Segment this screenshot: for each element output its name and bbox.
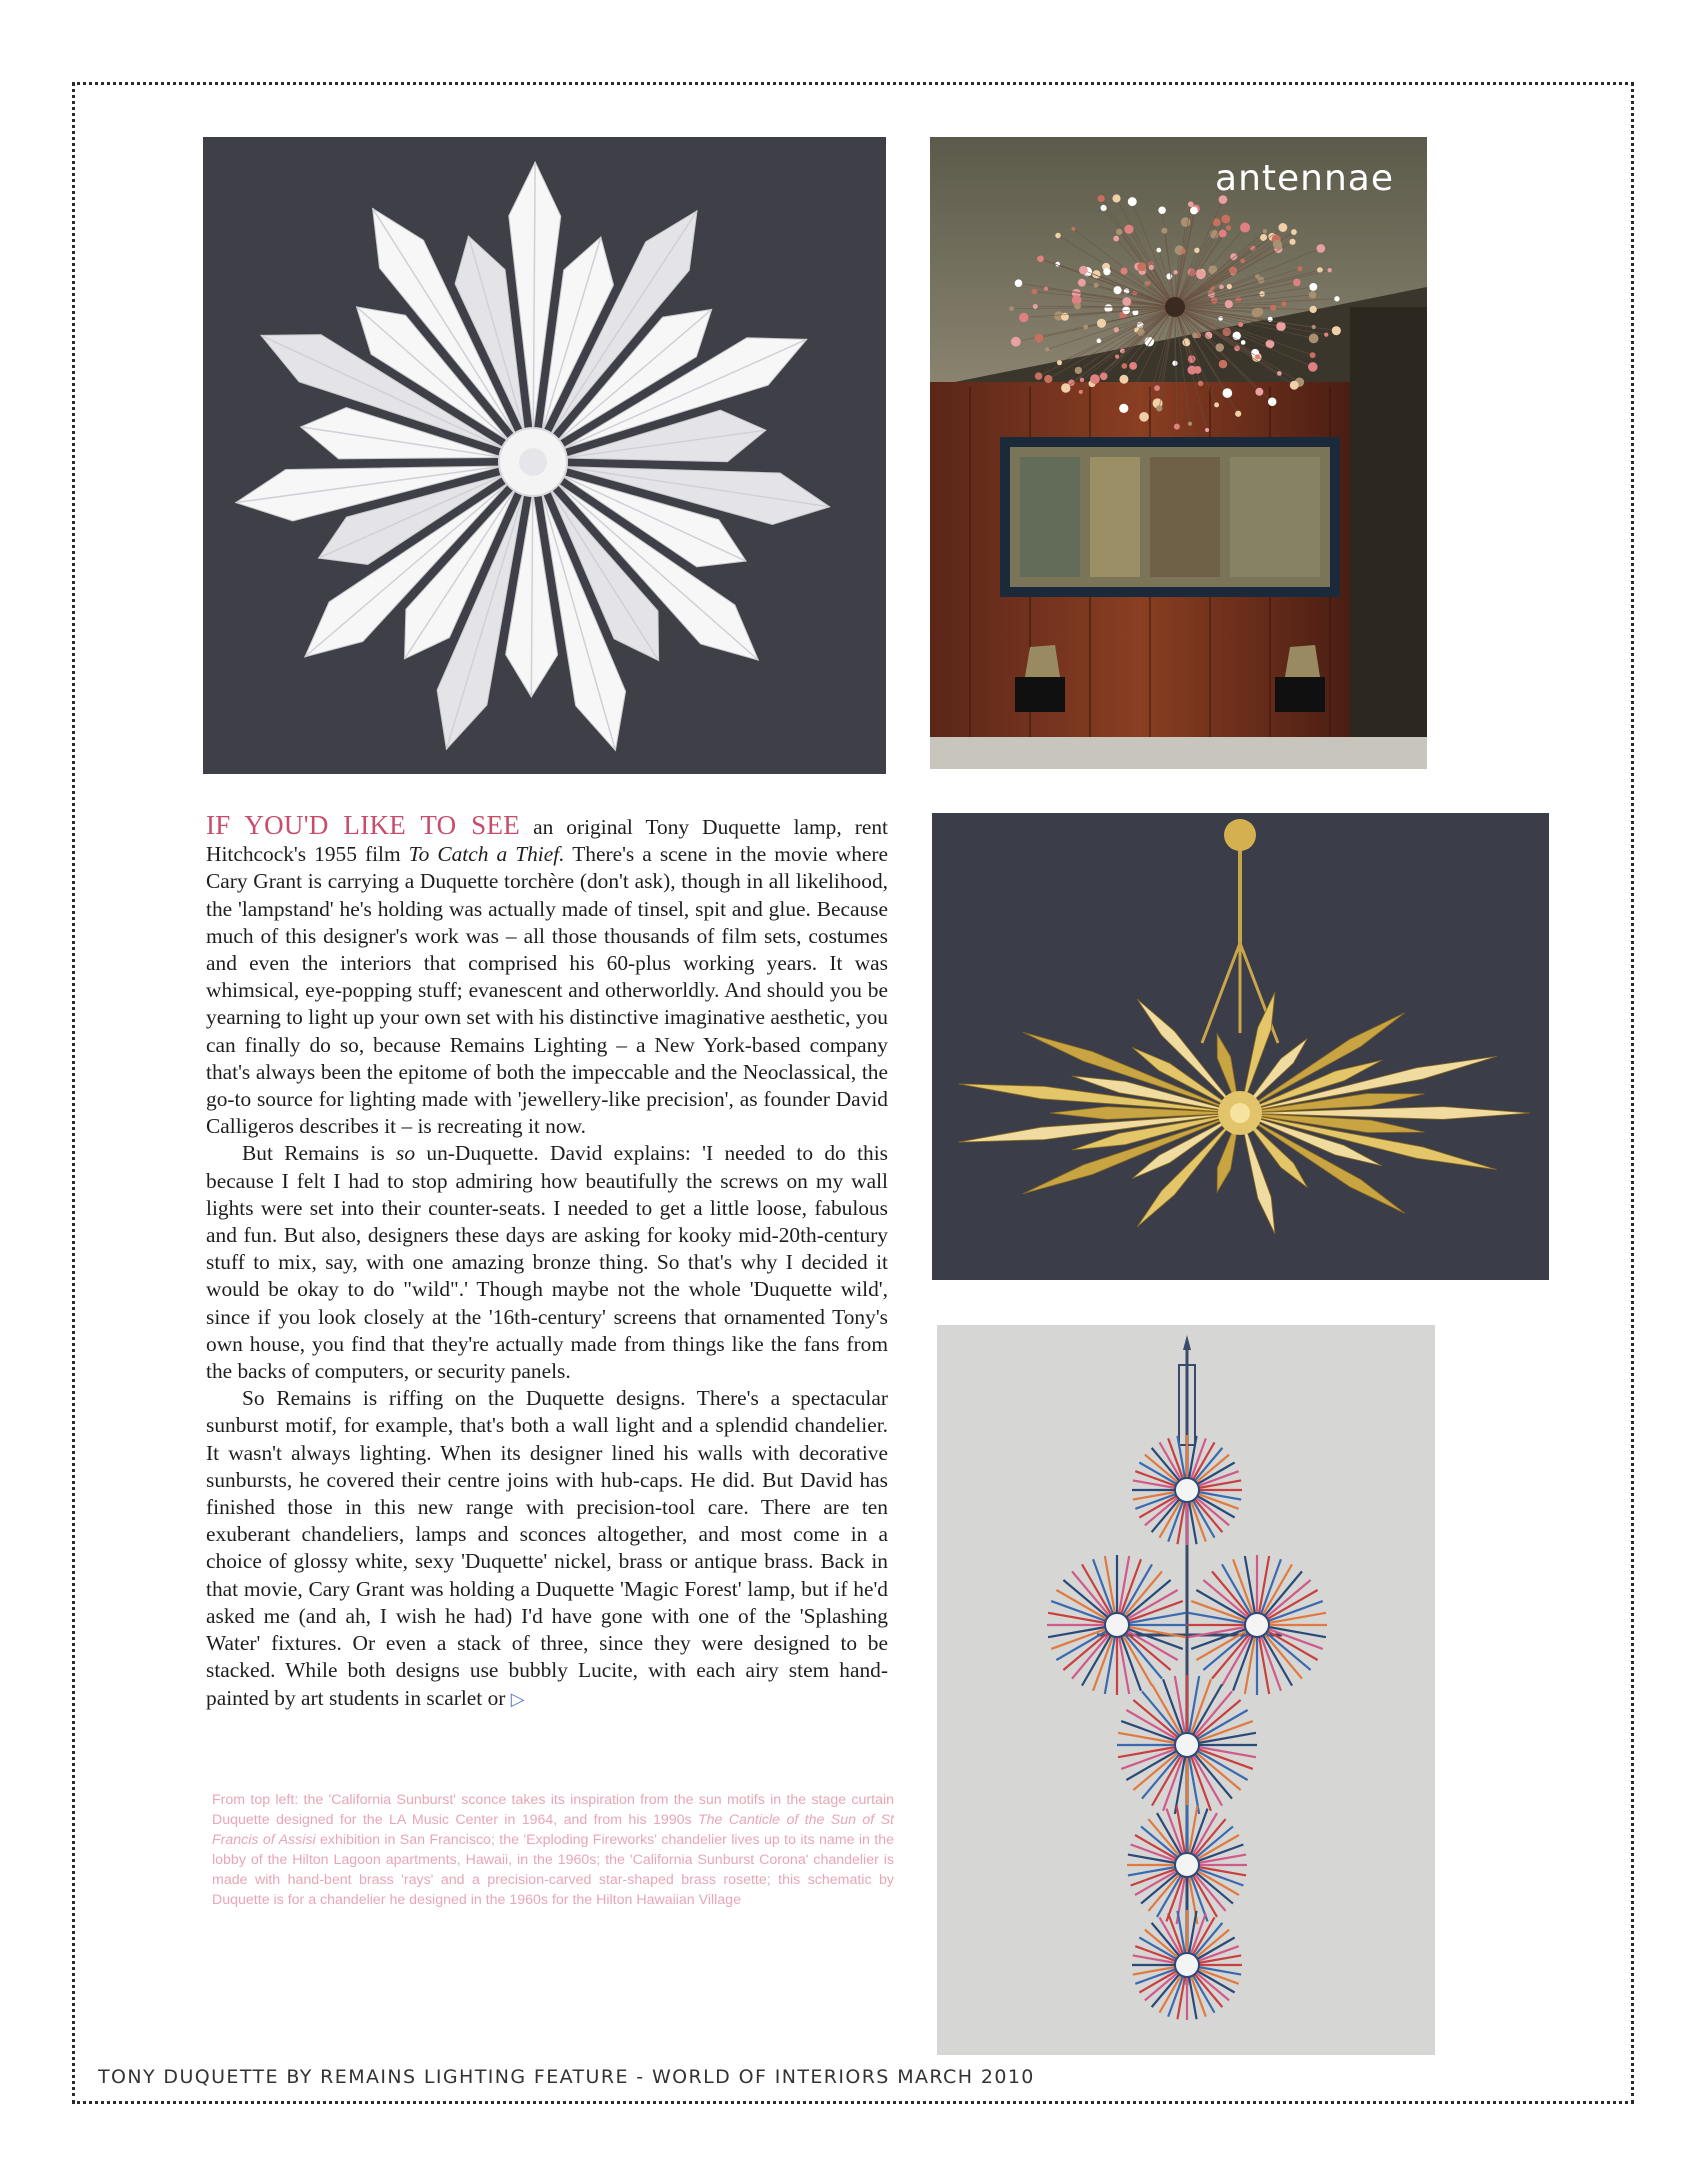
schematic-image bbox=[937, 1325, 1435, 2055]
article-body bbox=[206, 812, 888, 1713]
section-label: antennae bbox=[1215, 158, 1394, 199]
page-footer: TONY DUQUETTE BY REMAINS LIGHTING FEATURE - WORLD OF INTERIORS MARCH 2010 bbox=[98, 2066, 1035, 2088]
film-title: To Catch a Thief. bbox=[408, 842, 565, 867]
article-p2-b: un-Duquette. David explains: 'I needed to do this because I felt I had to stop admiring how beautifully the screws on my wall lights were set into their counter-seats. I needed to get a little loose, fabulous and fun. But also, designers these days are asking for kooky mid-20th-century stuff to mix, say, with one amazing bronze thing. So that's why I decided it would be okay to do "wild".' Though maybe not the whole 'Duquette wild', since if you look closely at the '16th-century' screens that ornamented Tony's own house, you find that they're actually made from things like the fans from the backs of computers, or security panels. bbox=[206, 1141, 888, 1384]
duquette-schematic-photo bbox=[937, 1325, 1435, 2055]
sunburst-sconce-image bbox=[203, 137, 886, 774]
sunburst-corona-chandelier-photo bbox=[932, 813, 1549, 1280]
sunburst-sconce-photo bbox=[203, 137, 886, 774]
article-p2-emphasis: so bbox=[396, 1141, 416, 1166]
article-p3: So Remains is riffing on the Duquette designs. There's a spectacular sunburst motif, for example, that's both a wall light and a splendid chandelier. It wasn't always lighting. When its designer lined his walls with decorative sunbursts, he covered their centre joins with hub-caps. He did. But David has finished those in this new range with precision-tool care. There are ten exuberant chandeliers, lamps and sconces altogether, and most come in a choice of glossy white, sexy 'Duquette' nickel, brass or antique brass. Back in that movie, Cary Grant was holding a Duquette 'Magic Forest' lamp, but if he'd asked me (and ah, I wish he had) I'd have gone with one of the 'Splashing Water' fixtures. Or even a stack of three, since they were designed to be stacked. While both designs use bubbly Lucite, with each airy stem hand-painted by art students in scarlet or bbox=[206, 1386, 888, 1710]
fireworks-chandelier-photo bbox=[930, 137, 1427, 769]
article-p1-b: There's a scene in the movie where Cary Grant is carrying a Duquette torchère (don't ask), though in all likelihood, the 'lampstand' he's holding was actually made of tinsel, spit and glue. Because much of this designer's work was – all those thousands of film sets, costumes and even the interiors that comprised his 60-plus working years. It was whimsical, eye-popping stuff; evanescent and otherworldly. And should you be yearning to light up your own set with his distinctive imaginative aesthetic, you can finally do so, because Remains Lighting – a New York-based company that's always been the epitome of both the impeccable and the Neoclassical, the go-to source for lighting made with 'jewellery-like precision', as founder David Calligeros describes it – is recreating it now. bbox=[206, 842, 888, 1139]
brass-chandelier-image bbox=[932, 813, 1549, 1280]
article-paragraph-3 bbox=[206, 1385, 888, 1712]
caption-part-2: exhibition in San Francisco; the 'Exploding Fireworks' chandelier lives up to its name in the lobby of the Hilton Lagoon apartments, Hawaii, in the 1960s; the 'California Sunburst Corona' chandelier is made with hand-bent brass 'rays' and a precision-carved star-shaped brass rosette; this schematic by Duquette is for a chandelier he designed in the 1960s for the Hilton Hawaiian Village bbox=[212, 1832, 894, 1908]
photo-caption bbox=[212, 1790, 894, 1910]
article-paragraph-1 bbox=[206, 812, 888, 1140]
continue-arrow-icon: ▷ bbox=[510, 1688, 525, 1710]
caption-part-1: From top left: the 'California Sunburst' sconce takes its inspiration from the sun motifs in the stage curtain Duquette designed for the LA Music Center in 1964, and from his 1990s bbox=[212, 1792, 894, 1828]
article-paragraph-2 bbox=[206, 1140, 888, 1385]
lobby-image bbox=[930, 137, 1427, 769]
lede: IF YOU'D LIKE TO SEE bbox=[206, 810, 521, 840]
article-p1-a: an original Tony Duquette lamp, rent Hitchcock's 1955 film bbox=[206, 815, 888, 867]
caption-italic-title: The Canticle of the Sun of St Francis of Assisi bbox=[212, 1812, 895, 1848]
article-p2-a: But Remains is bbox=[242, 1141, 397, 1166]
